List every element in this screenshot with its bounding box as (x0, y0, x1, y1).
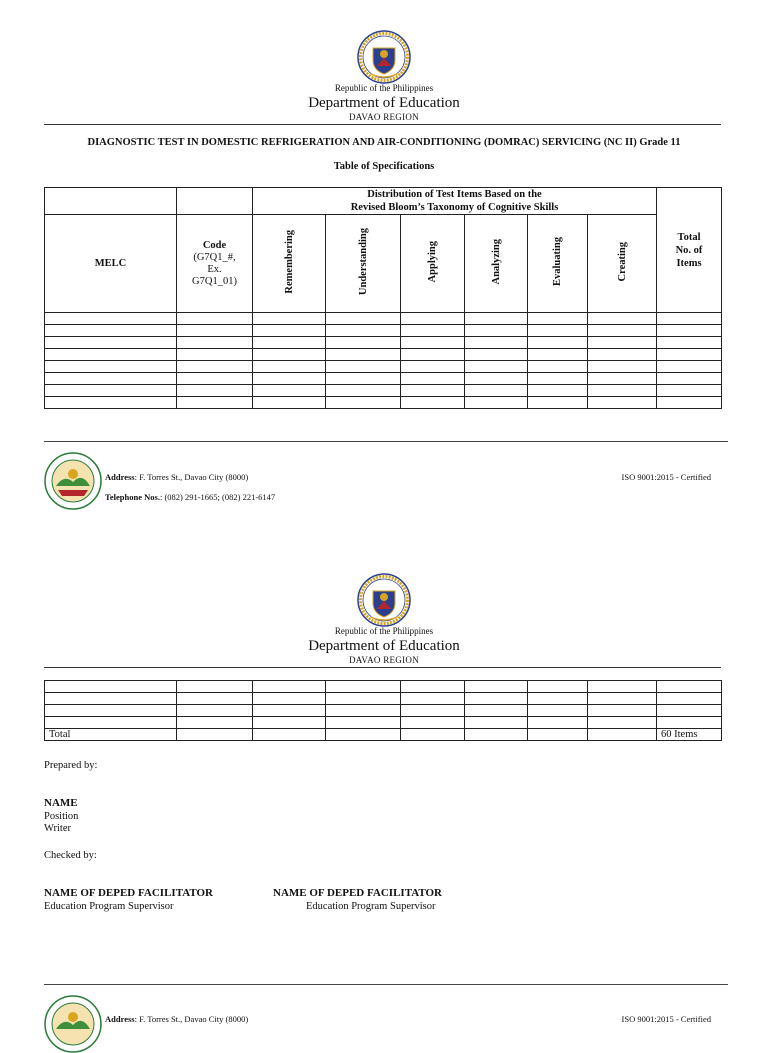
table-row (45, 373, 722, 385)
table-cell (177, 397, 253, 409)
table-cell (657, 337, 722, 349)
table-row (45, 325, 722, 337)
prepared-by-label: Prepared by: (44, 760, 98, 771)
table-cell (465, 349, 528, 361)
table-row (45, 397, 722, 409)
table-cell (253, 397, 326, 409)
skill-label: Evaluating (552, 237, 563, 287)
table-cell (528, 397, 588, 409)
table-cell (177, 681, 253, 693)
distribution-line2: Revised Bloom’s Taxonomy of Cognitive Skills (350, 202, 559, 213)
table-cell (253, 693, 326, 705)
table-cell (465, 337, 528, 349)
table-cell (657, 397, 722, 409)
specifications-table (44, 187, 722, 409)
table-cell (253, 373, 326, 385)
skill-applying-header (401, 215, 465, 313)
table-cell (326, 693, 401, 705)
address-line (105, 1014, 248, 1024)
skill-evaluating-header (528, 215, 588, 313)
table-cell (465, 373, 528, 385)
table-cell (465, 325, 528, 337)
table-cell (326, 717, 401, 729)
table-cell (177, 325, 253, 337)
region-label: DAVAO REGION (348, 112, 420, 122)
department-title: Department of Education (308, 638, 460, 654)
table-cell (465, 397, 528, 409)
table-cell (588, 337, 657, 349)
table-cell (45, 349, 177, 361)
table-cell (253, 325, 326, 337)
table-cell (657, 705, 722, 717)
table-cell (326, 681, 401, 693)
table-cell (326, 337, 401, 349)
table-cell (528, 325, 588, 337)
skill-label: Understanding (357, 228, 369, 296)
table-cell (528, 681, 588, 693)
facilitator2-name: NAME OF DEPED FACILITATOR (273, 887, 442, 899)
skill-label: Creating (616, 242, 628, 282)
address-label: Address (105, 1014, 135, 1024)
table-cell (177, 373, 253, 385)
table-cell (326, 349, 401, 361)
table-cell (177, 337, 253, 349)
table-cell (45, 397, 177, 409)
table-cell (657, 373, 722, 385)
total-line1: Total (677, 231, 701, 243)
writer-position: Position (44, 811, 79, 822)
table-cell (401, 349, 465, 361)
table-cell (465, 693, 528, 705)
table-cell (588, 385, 657, 397)
table-row (45, 361, 722, 373)
total-row-label: Total (45, 729, 177, 741)
address-line (105, 472, 248, 482)
code-header (177, 215, 253, 313)
table-cell (528, 361, 588, 373)
table-row (45, 693, 722, 705)
writer-name: NAME (44, 797, 78, 809)
distribution-line1: Distribution of Test Items Based on the (367, 189, 542, 200)
table-cell (401, 313, 465, 325)
address-value: : F. Torres St., Davao City (8000) (134, 1014, 249, 1024)
table-cell (45, 325, 177, 337)
department-title: Department of Education (308, 95, 460, 111)
table-cell (326, 397, 401, 409)
table-row (45, 337, 722, 349)
republic-label: Republic of the Philippines (334, 83, 434, 93)
table-cell (657, 325, 722, 337)
table-cell (588, 361, 657, 373)
table-cell (465, 681, 528, 693)
checked-by-label: Checked by: (44, 850, 97, 861)
total-items-header (657, 188, 722, 313)
table-cell (401, 373, 465, 385)
address-label: Address (105, 472, 135, 482)
table-cell (401, 397, 465, 409)
table-cell (177, 349, 253, 361)
table-cell (326, 705, 401, 717)
skill-label: Analyzing (490, 239, 502, 285)
table-cell (588, 717, 657, 729)
table-cell (326, 313, 401, 325)
table-row (45, 313, 722, 325)
table-cell (177, 717, 253, 729)
table-cell (588, 729, 657, 741)
table-cell (588, 373, 657, 385)
code-line4: G7Q1_01) (192, 275, 237, 287)
table-cell (528, 717, 588, 729)
republic-label: Republic of the Philippines (334, 626, 434, 636)
table-cell (45, 693, 177, 705)
telephone-label: Telephone Nos. (105, 492, 160, 502)
table-cell (253, 385, 326, 397)
table-cell (528, 729, 588, 741)
table-cell (253, 313, 326, 325)
table-cell (465, 385, 528, 397)
table-cell (657, 349, 722, 361)
code-line3: Ex. (207, 263, 222, 275)
table-cell (253, 349, 326, 361)
table-cell (657, 681, 722, 693)
region-label: DAVAO REGION (348, 655, 420, 665)
table-cell (253, 681, 326, 693)
skill-label: Applying (427, 241, 438, 283)
skill-label: Remembering (283, 230, 295, 294)
table-cell (657, 385, 722, 397)
table-cell (177, 729, 253, 741)
table-cell (177, 385, 253, 397)
skill-remembering-header (253, 215, 326, 313)
table-cell (528, 385, 588, 397)
specifications-table-continued (44, 680, 722, 741)
table-cell (528, 693, 588, 705)
table-cell (401, 325, 465, 337)
table-cell (528, 373, 588, 385)
table-cell (253, 717, 326, 729)
code-line2: (G7Q1_#, (193, 251, 236, 263)
table-cell (588, 349, 657, 361)
table-cell (253, 361, 326, 373)
table-cell (45, 681, 177, 693)
table-cell (253, 705, 326, 717)
deped-seal-icon (357, 30, 411, 84)
table-cell (45, 337, 177, 349)
table-cell (326, 373, 401, 385)
table-cell (45, 313, 177, 325)
table-cell (657, 361, 722, 373)
test-title: DIAGNOSTIC TEST IN DOMESTIC REFRIGERATION AND AIR-CONDITIONING (DOMRAC) SERVICING (NC II) Grade 11 (87, 137, 681, 148)
table-cell (326, 361, 401, 373)
table-cell (588, 681, 657, 693)
table-cell (45, 717, 177, 729)
facilitator1-title: Education Program Supervisor (44, 901, 174, 912)
table-cell (588, 397, 657, 409)
table-cell (588, 693, 657, 705)
telephone-line (105, 492, 275, 502)
table-cell (528, 705, 588, 717)
table-cell (588, 705, 657, 717)
table-cell (528, 313, 588, 325)
table-cell (401, 717, 465, 729)
table-row (45, 705, 722, 717)
table-cell (588, 325, 657, 337)
iso-certification: ISO 9001:2015 - Certified (621, 472, 711, 482)
iso-certification: ISO 9001:2015 - Certified (621, 1014, 711, 1024)
table-cell (177, 705, 253, 717)
code-line1: Code (202, 239, 227, 251)
total-line2: No. of (675, 244, 703, 256)
table-cell (401, 361, 465, 373)
address-value: : F. Torres St., Davao City (8000) (134, 472, 249, 482)
table-cell (177, 693, 253, 705)
total-row-value: 60 Items (657, 729, 722, 741)
table-cell (326, 385, 401, 397)
blank-header-cell (45, 188, 177, 215)
table-cell (528, 337, 588, 349)
table-cell (465, 313, 528, 325)
table-cell (326, 729, 401, 741)
table-cell (45, 705, 177, 717)
table-cell (326, 325, 401, 337)
melc-header: MELC (45, 215, 177, 313)
distribution-header (253, 188, 657, 215)
table-row (45, 717, 722, 729)
table-cell (465, 705, 528, 717)
facilitator2-title: Education Program Supervisor (306, 901, 436, 912)
header-divider (44, 667, 721, 668)
skill-understanding-header (326, 215, 401, 313)
facilitator1-name: NAME OF DEPED FACILITATOR (44, 887, 213, 899)
telephone-value: : (082) 291-1665; (082) 221-6147 (159, 492, 276, 502)
total-line3: Items (676, 257, 702, 269)
deped-seal-icon (357, 573, 411, 627)
blank-header-cell (177, 188, 253, 215)
table-cell (657, 693, 722, 705)
skill-analyzing-header (465, 215, 528, 313)
header-divider (44, 124, 721, 125)
table-row (45, 349, 722, 361)
skill-creating-header (588, 215, 657, 313)
footer-divider (44, 984, 728, 985)
region-seal-icon (44, 452, 102, 510)
table-cell (45, 385, 177, 397)
table-cell (401, 729, 465, 741)
table-cell (253, 337, 326, 349)
table-cell (177, 361, 253, 373)
writer-role: Writer (44, 823, 71, 834)
table-cell (657, 313, 722, 325)
table-cell (401, 705, 465, 717)
table-cell (465, 729, 528, 741)
table-cell (401, 681, 465, 693)
table-cell (177, 313, 253, 325)
table-cell (45, 373, 177, 385)
table-cell (253, 729, 326, 741)
table-cell (657, 717, 722, 729)
table-cell (401, 385, 465, 397)
table-subtitle: Table of Specifications (333, 161, 435, 172)
table-cell (401, 337, 465, 349)
table-row (45, 385, 722, 397)
table-row (45, 681, 722, 693)
table-cell (465, 361, 528, 373)
table-cell (528, 349, 588, 361)
region-seal-icon (44, 995, 102, 1053)
table-cell (465, 717, 528, 729)
table-cell (401, 693, 465, 705)
footer-divider (44, 441, 728, 442)
table-cell (588, 313, 657, 325)
table-cell (45, 361, 177, 373)
